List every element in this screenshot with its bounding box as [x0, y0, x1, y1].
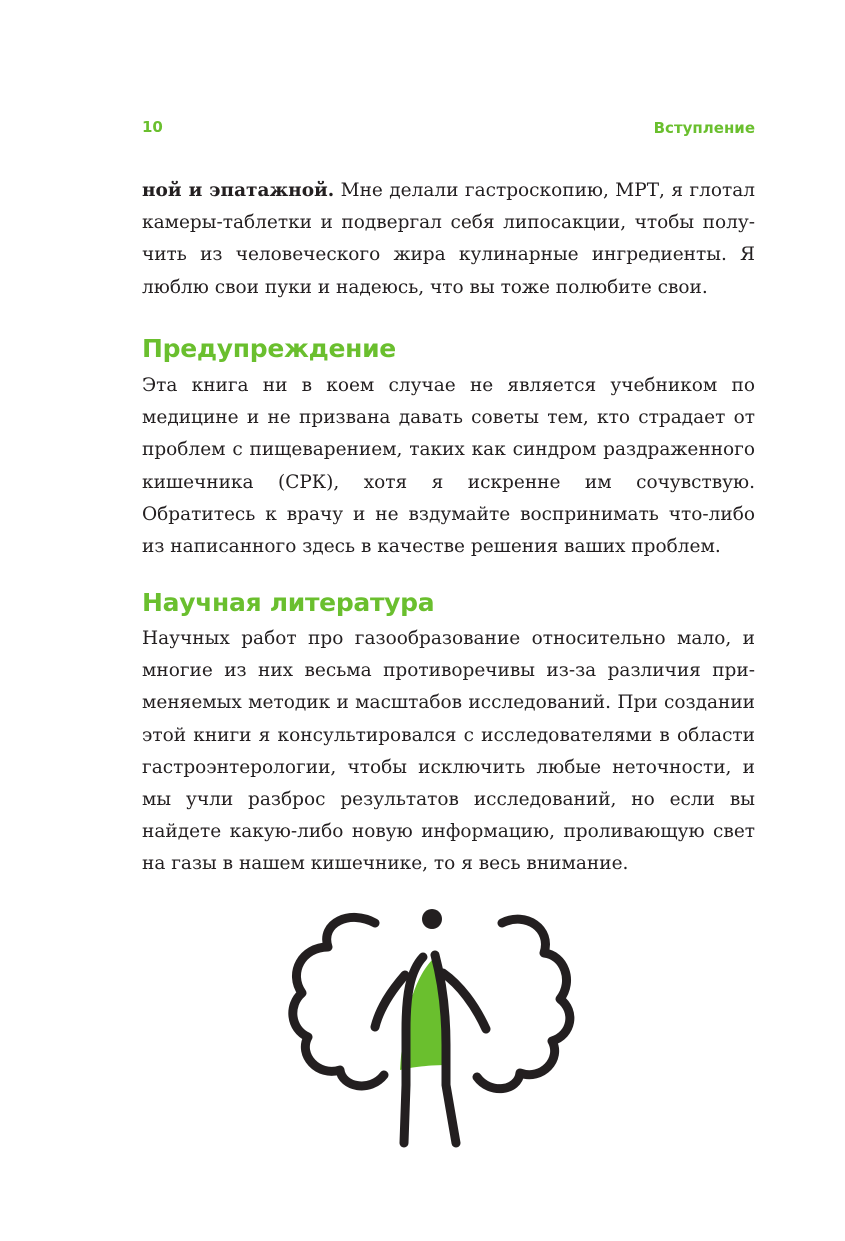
- warning-paragraph: Эта книга ни в коем случае не является учебником по медицине и не призвана давать советы тем, кто страдает от проблем с пищеварением, таких как синдром раздраженного кишечника (СРК), хотя я искренне им сочувствую. Обратитесь к врачу и не вздумайте воспринимать что-либо из написанного здесь в качестве решения ваших проблем.: [142, 375, 755, 558]
- chapter-title: Вступление: [653, 119, 755, 137]
- page-number: 10: [142, 118, 163, 136]
- science-heading: Научная литература: [142, 588, 435, 617]
- warning-heading: Предупреждение: [142, 334, 396, 363]
- intro-bold-lead: ной и эпатажной.: [142, 180, 335, 201]
- science-paragraph: Научных работ про газообразование относительно мало, и многие из них весьма противоречивы из-за различия применяемых методик и масштабов исследований. При создании этой книги я консультировался с исследователями в области гастроэнтерологии, чтобы исключить любые неточности, и мы учли разброс результатов исследований, но если вы найдете какую-либо новую информацию, проливающую свет на газы в нашем кишечнике, то я весь внимание.: [142, 628, 755, 875]
- intro-text: Мне делали гастроскопию, МРТ, я глотал камеры-таблетки и подвергал себя липосакции, чтобы получить из человеческого жира кулинарные ингредиенты. Я люблю свои пуки и надеюсь, что вы тоже полюбите свои.: [142, 180, 755, 298]
- intro-paragraph: [142, 175, 755, 304]
- figure-with-clouds-icon: [280, 905, 580, 1155]
